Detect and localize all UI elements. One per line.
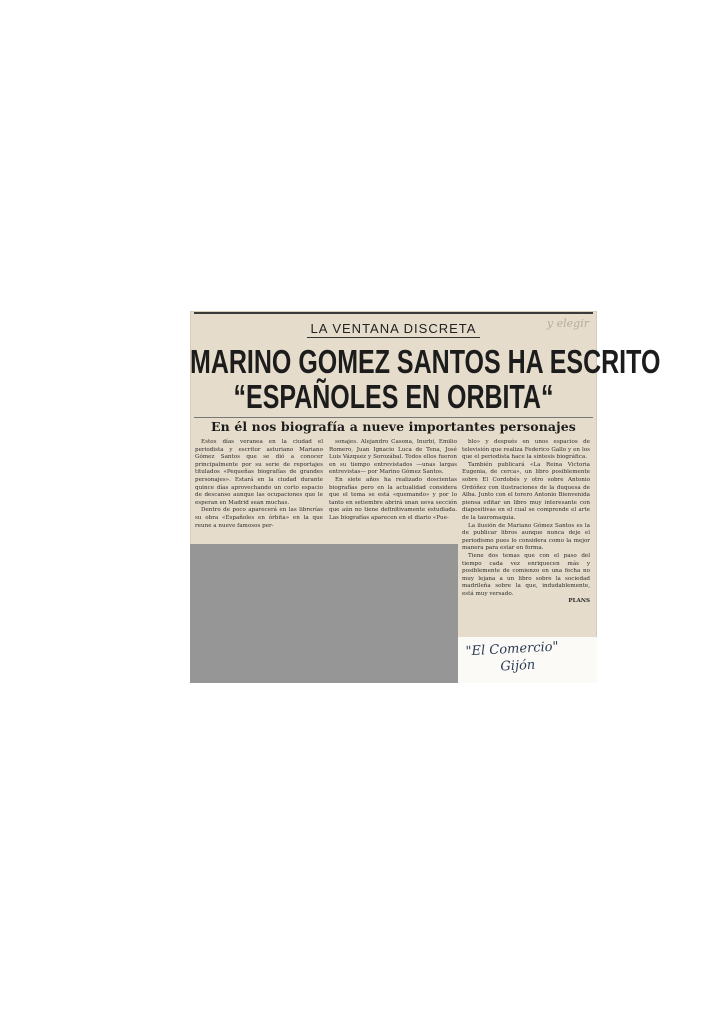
faint-bleed-text: y elegir <box>546 317 589 330</box>
article-column-1 <box>195 439 323 530</box>
paragraph: También publicará «La Reina Victoria Eugenia, de cerca», un libro posiblemente sobre El Cordobés y otro sobre Antonio Ordóñez con ilustraciones de la duquesa de Alba. Junto con el torero Antonio Bienvenida piensa editar un libro muy interesante con diapositivas en el cual se comprende el arte de la tauromaquia. <box>462 461 590 521</box>
paragraph: Estos días veranea en la ciudad el periodista y escritor asturiano Mariano Gómez Santos que se dió a conocer principalmente por su serie de reportajes titulados «Pequeñas biografías de grandes personajes». Estará en la ciudad durante quince días aprovechando un corto espacio de descanso aunque las ocupaciones que le esperan en Madrid sean muchas. <box>195 439 323 506</box>
grey-redaction-block <box>190 544 458 683</box>
section-title <box>190 321 597 336</box>
paragraph: La ilusión de Mariano Gómez Santos es la de publicar libros aunque nunca deje el periodismo pues lo considera como la mejor manera para estar en forma. <box>462 522 590 552</box>
paragraph: Dentro de poco aparecerá en las librerías su obra «Españoles en órbita» en la que reune a nueve famosos per- <box>195 507 323 529</box>
paragraph: blo» y después en unos espacios de televisión que realiza Federico Gallo y en los que el periodista hace la síntesis biográfica. <box>462 439 590 461</box>
article-column-2 <box>329 439 457 523</box>
subhead-rule <box>194 417 593 418</box>
top-rule <box>194 312 593 314</box>
paragraph: En siete años ha realizado doscientas biografías pero en la actualidad considera que el tema se está «quemando» y por lo tanto en setiembre abrirá unan ueva sección que aún no tiene definitivamente estudiada. Las biografías aparecen en el diario «Pue- <box>329 476 457 521</box>
handwritten-line-2: Gijón <box>500 657 536 675</box>
section-title-text: LA VENTANA DISCRETA <box>307 321 481 338</box>
headline-line-1: MARINO GOMEZ SANTOS HA ESCRITO <box>190 344 661 381</box>
article-column-3 <box>462 439 590 606</box>
author-signature: PLANS <box>568 598 590 605</box>
paragraph: sonajes. Alejandro Casona, Inurbi, Emilio Romero, Juan Ignacio Luca de Tena, José Luis Vázquez y Sorozábal. Todos ellos fueron en su tiempo entrevistados —unas largas entrevistas— por Marino Gómez Santos. <box>329 439 457 476</box>
handwritten-line-1: "El Comercio" <box>465 639 559 660</box>
handwritten-source-note <box>465 637 595 678</box>
paragraph: Tiene dos temas que con el paso del tiempo cada vez enriquecen más y posiblemente de comienzo en una fecha no muy lejana a un libro sobre la sociedad madrileña sobre la que, indudablemente, está muy versado. <box>462 552 590 597</box>
subheadline: En él nos biografía a nueve importantes personajes <box>211 419 576 434</box>
headline-line-2: “ESPAÑOLES EN ORBITA“ <box>233 379 554 416</box>
